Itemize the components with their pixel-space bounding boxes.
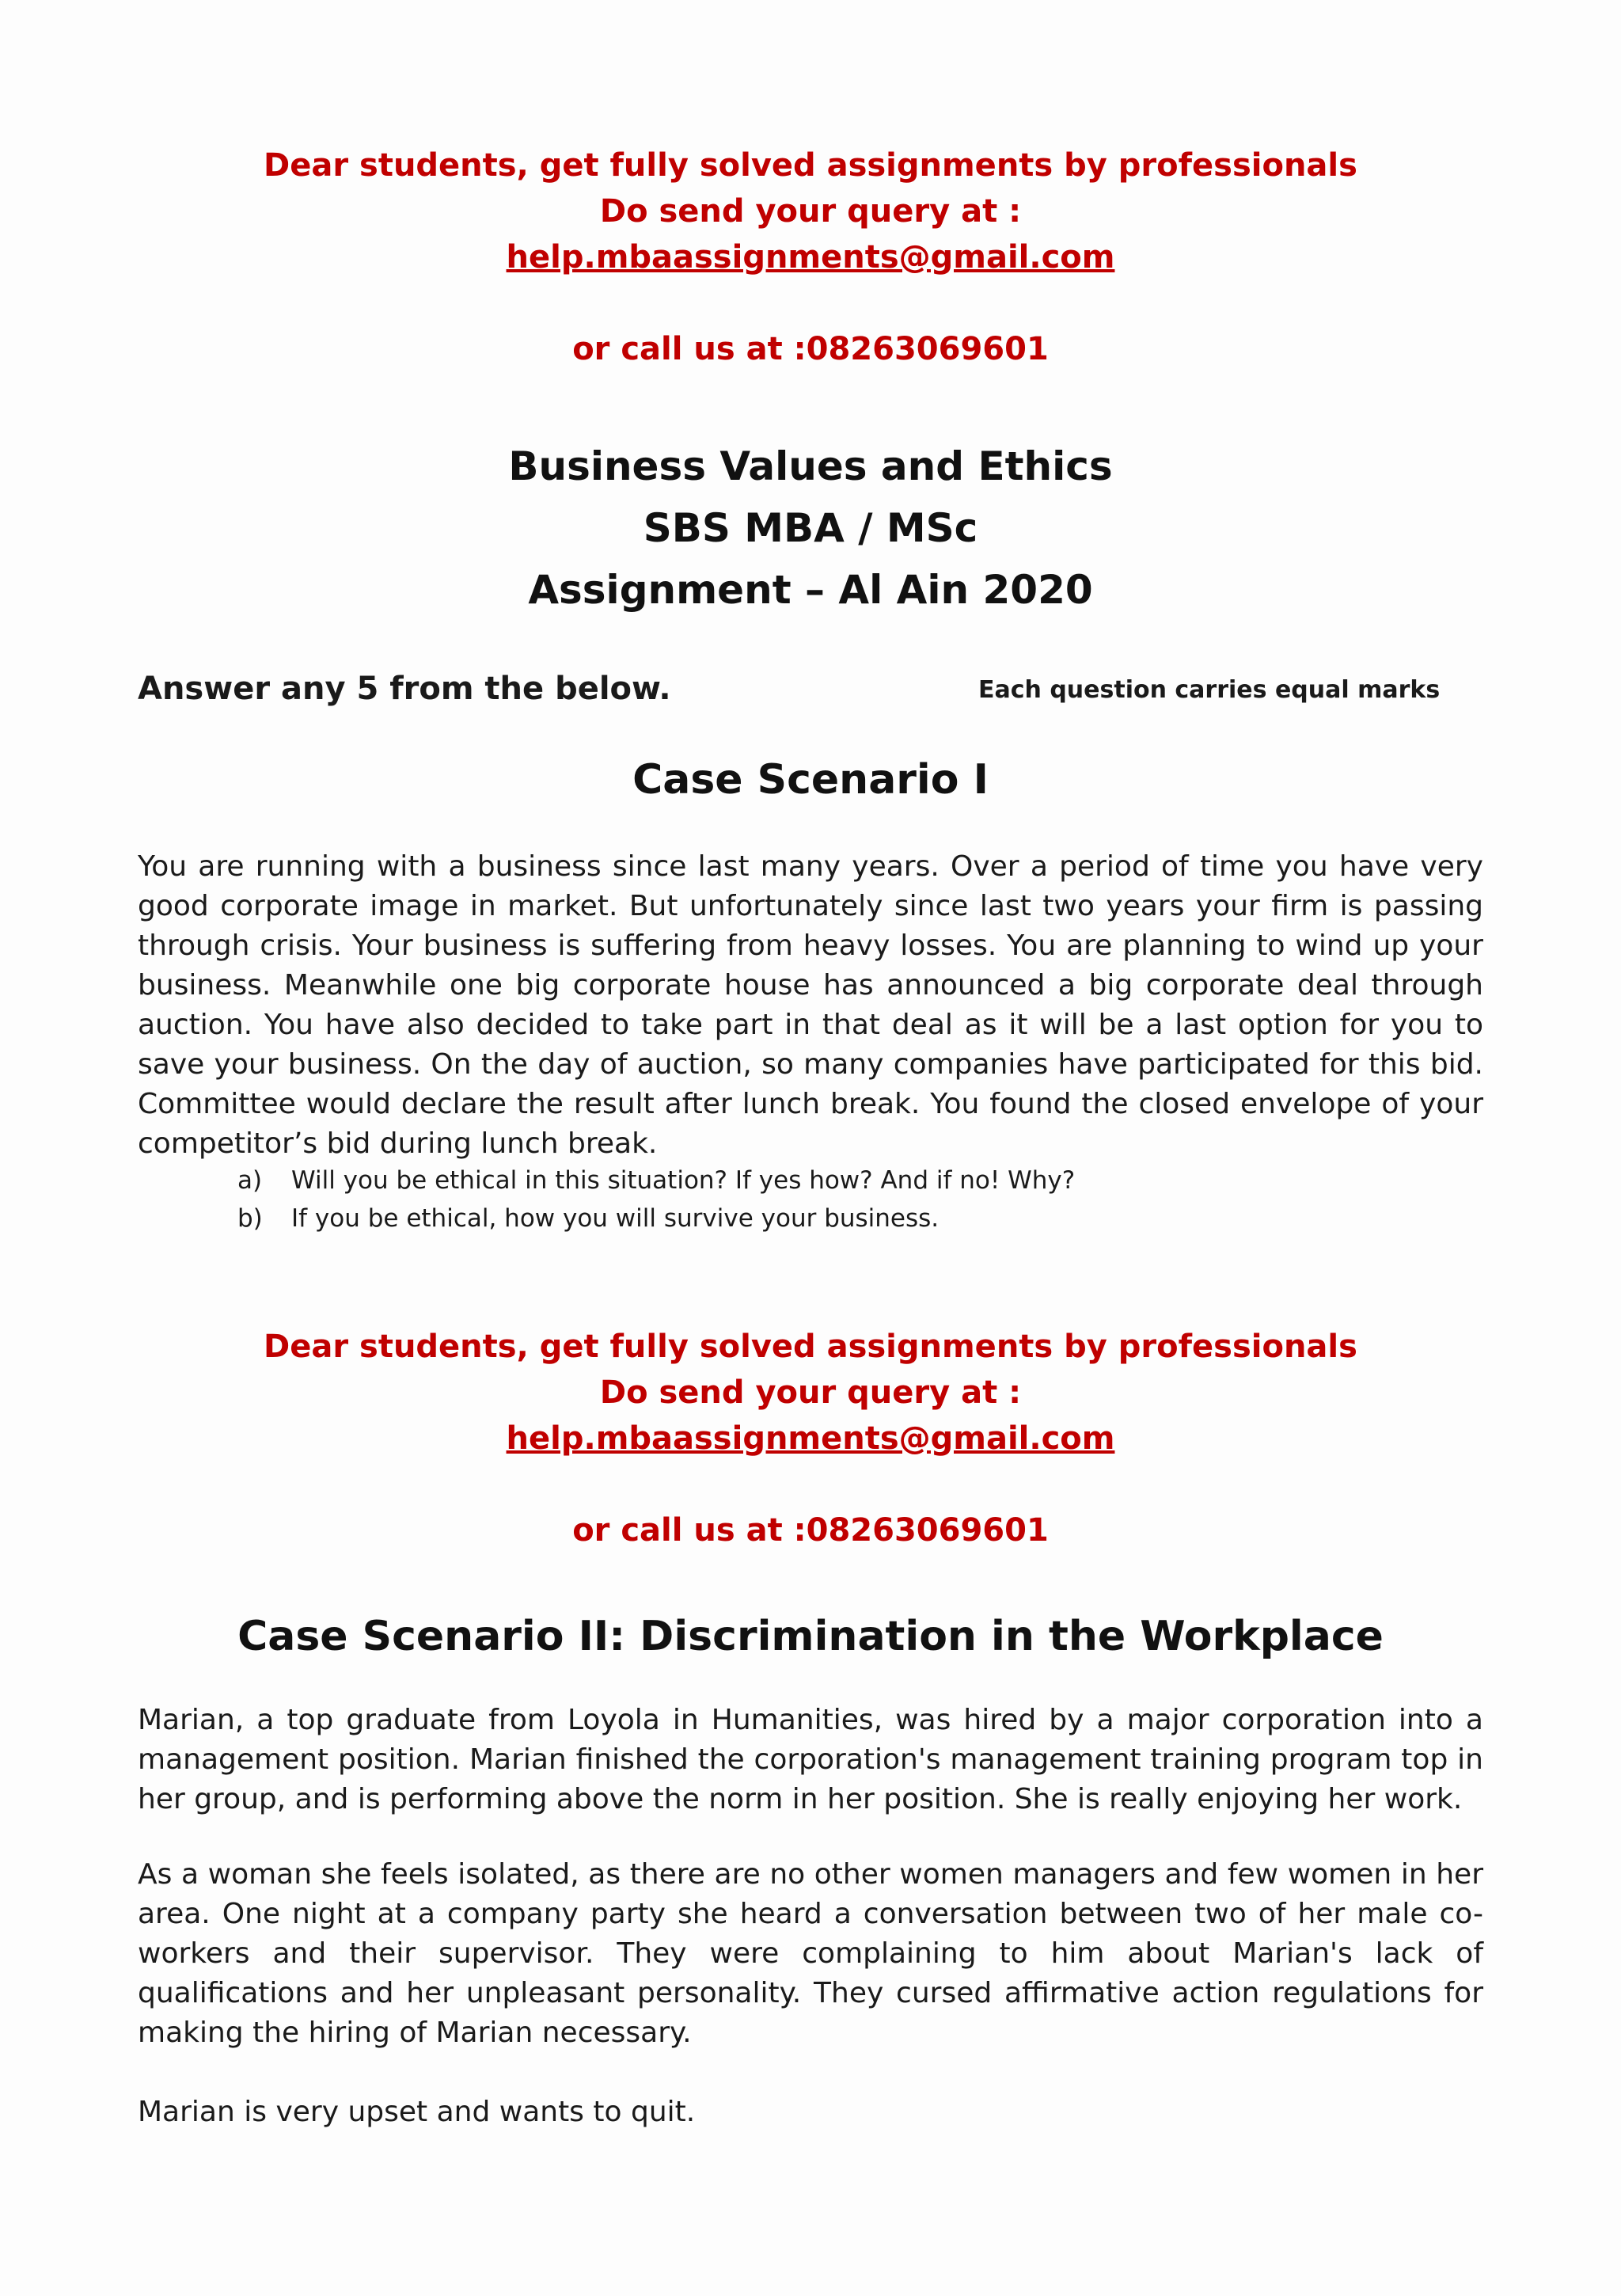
program-title: SBS MBA / MSc <box>643 505 978 551</box>
case2-paragraph-2: As a woman she feels isolated, as there are no other women managers and few women in her area. One night at a company party she heard a conversation between two of her male co-workers and their supervisor. They were complaining to him about Marian's lack of qualifications and her unpleasant personality. They cursed affirmative action regulations for making the hiring of Marian necessary. <box>138 1858 1483 2049</box>
promo-phone-line: or call us at :08263069601 <box>572 331 1049 367</box>
promo-block-top <box>0 143 1621 372</box>
promo-block-middle <box>0 1324 1621 1553</box>
list-marker: a) <box>237 1166 263 1195</box>
assignment-title: Assignment – Al Ain 2020 <box>528 567 1093 613</box>
case1-body: You are running with a business since last many years. Over a period of time you have very good corporate image in market. But unfortunately since last two years your firm is passing through crisis. Your business is suffering from heavy losses. You are planning to wind up your business. Meanwhile one big corporate house has announced a big corporate deal through auction. You have also decided to take part in that deal as it will be a last option for you to save your business. On the day of auction, so many companies have participated for this bid. Committee would declare the result after lunch break. You found the closed envelope of your competitor’s bid during lunch break. <box>138 850 1483 1160</box>
case1-heading: Case Scenario I <box>632 756 989 804</box>
course-title: Business Values and Ethics <box>508 443 1113 489</box>
list-item <box>237 1199 1425 1237</box>
question-text: Will you be ethical in this situation? If yes how? And if no! Why? <box>291 1166 1076 1195</box>
promo-phone-line: or call us at :08263069601 <box>572 1512 1049 1549</box>
promo-email-link[interactable]: help.mbaassignments@gmail.com <box>506 1420 1115 1457</box>
document-title <box>0 435 1621 621</box>
answer-instruction: Answer any 5 from the below. <box>138 671 671 707</box>
list-marker: b) <box>237 1204 263 1233</box>
case2-heading: Case Scenario II: Discrimination in the Workplace <box>237 1613 1384 1660</box>
promo-query-line: Do send your query at : <box>599 193 1022 230</box>
marks-instruction: Each question carries equal marks <box>978 676 1441 704</box>
promo-email-link[interactable]: help.mbaassignments@gmail.com <box>506 239 1115 276</box>
promo-query-line: Do send your query at : <box>599 1374 1022 1411</box>
case2-paragraph-3: Marian is very upset and wants to quit. <box>138 2096 696 2128</box>
promo-headline: Dear students, get fully solved assignments by professionals <box>264 1329 1357 1365</box>
case2-paragraph-1: Marian, a top graduate from Loyola in Humanities, was hired by a major corporation into a management position. Marian finished the corporation's management training program top in her group, and is performing above the norm in her position. She is really enjoying her work. <box>138 1704 1483 1815</box>
list-item <box>237 1161 1425 1199</box>
case1-questions <box>237 1161 1425 1237</box>
question-text: If you be ethical, how you will survive your business. <box>291 1204 940 1233</box>
instructions-row <box>138 667 1483 714</box>
promo-headline: Dear students, get fully solved assignments by professionals <box>264 147 1357 184</box>
